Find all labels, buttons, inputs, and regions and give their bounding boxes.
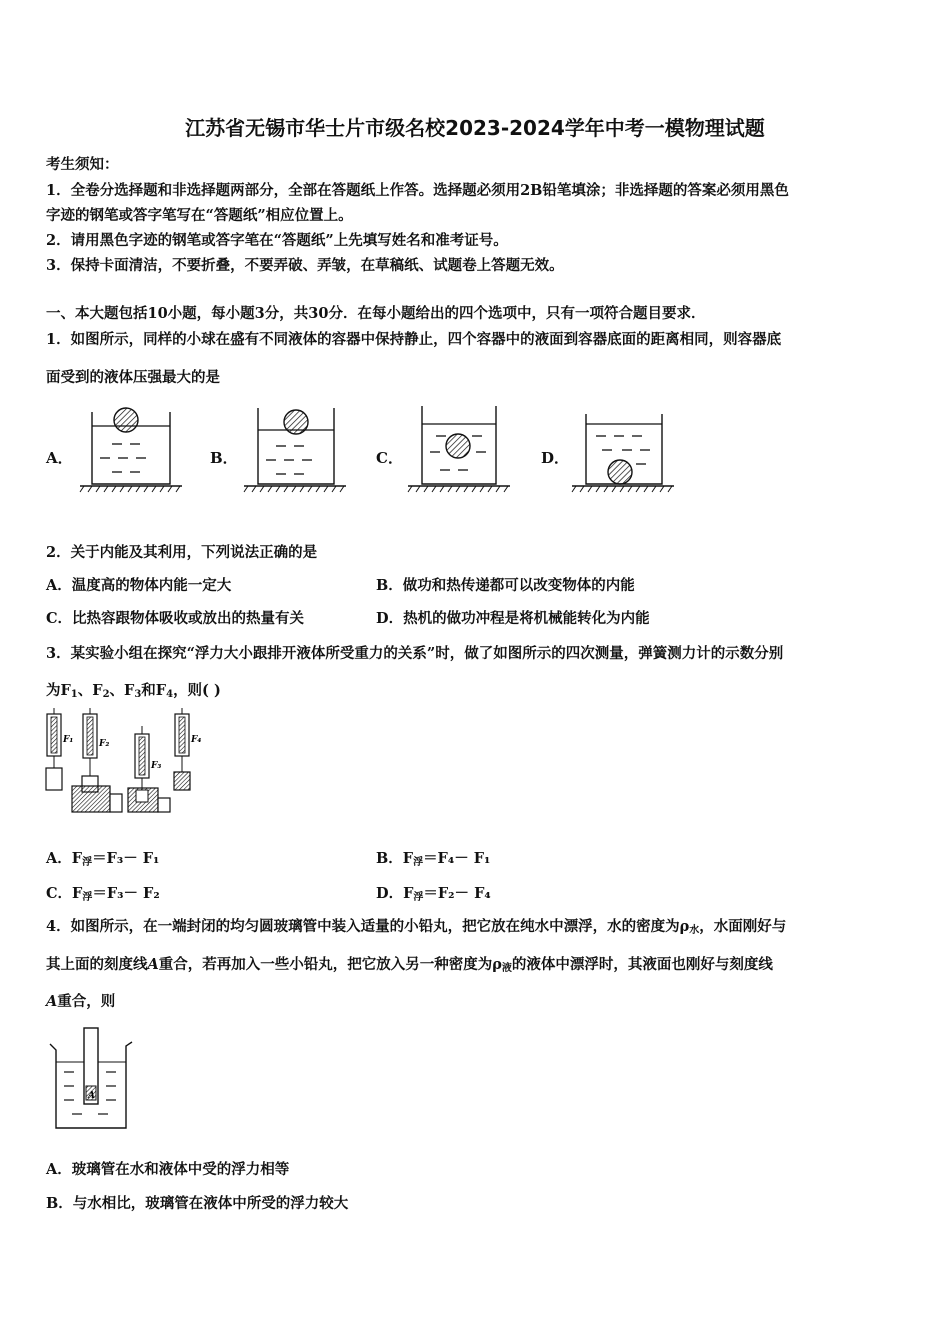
scale-label-f3: F₃ <box>151 761 162 771</box>
q1-option-d-label: D． <box>541 449 570 467</box>
scale-label-f1: F₁ <box>63 735 74 745</box>
question-1-stem-cont: 面受到的液体压强最大的是 <box>46 369 220 386</box>
q1-figure-d <box>570 400 676 496</box>
q4-beaker-figure <box>46 1026 138 1134</box>
spring-scale-1 <box>46 708 62 790</box>
scale-label-f2: F₂ <box>99 739 110 749</box>
notice-item: 1．全卷分选择题和非选择题两部分，全部在答题纸上作答。选择题必须用2B铅笔填涂；非选择题的答案必须用黑色 <box>46 182 789 199</box>
q2-option-d[interactable]: D．热机的做功冲程是将机械能转化为内能 <box>376 610 650 627</box>
notice-heading: 考生须知： <box>46 156 119 173</box>
q1-figure-a <box>78 400 184 496</box>
question-3-stem: 3．某实验小组在探究“浮力大小跟排开液体所受重力的关系”时，做了如图所示的四次测量，弹簧测力计的示数分别 <box>46 645 784 662</box>
q3-option-c[interactable]: C．$F_浮=F_3- F_2$ <box>46 885 160 903</box>
q1-option-a-label: A． <box>46 449 73 467</box>
q1-option-b-label: B． <box>210 449 238 467</box>
q2-option-c[interactable]: C．比热容跟物体吸收或放出的热量有关 <box>46 610 305 627</box>
q4-option-b[interactable]: B．与水相比，玻璃管在液体中所受的浮力较大 <box>46 1195 349 1212</box>
scale-mark-a: A <box>88 1091 95 1101</box>
notice-item: 3．保持卡面清洁，不要折叠，不要弄破、弄皱，在草稿纸、试题卷上答题无效。 <box>46 257 564 274</box>
notice-item: 字迹的钢笔或答字笔写在“答题纸”相应位置上。 <box>46 207 353 224</box>
page-title: 江苏省无锡市华士片市级名校2023-2024学年中考一模物理试题 <box>185 116 765 140</box>
question-4-stem: 4．如图所示，在一端封闭的均匀圆玻璃管中装入适量的小铅丸，把它放在纯水中漂浮，水的密度为$\rho_水$，水面刚好与 <box>46 918 787 936</box>
q3-spring-scale-figure <box>42 706 212 818</box>
q2-option-a[interactable]: A．温度高的物体内能一定大 <box>46 577 232 594</box>
spring-scale-2 <box>72 708 122 812</box>
q3-option-a[interactable]: A．$F_浮=F_3- F_1$ <box>46 850 160 868</box>
spring-scale-3 <box>128 726 170 812</box>
q3-option-b[interactable]: B．$F_浮=F_4- F_1$ <box>376 850 491 868</box>
question-1-stem: 1．如图所示，同样的小球在盛有不同液体的容器中保持静止，四个容器中的液面到容器底面的距离相同，则容器底 <box>46 331 782 348</box>
q4-option-a[interactable]: A．玻璃管在水和液体中受的浮力相等 <box>46 1161 290 1178</box>
notice-item: 2．请用黑色字迹的钢笔或答字笔在“答题纸”上先填写姓名和准考证号。 <box>46 232 508 249</box>
q3-option-d[interactable]: D．$F_浮=F_2- F_4$ <box>376 885 491 903</box>
question-2-stem: 2．关于内能及其利用，下列说法正确的是 <box>46 544 318 561</box>
question-4-stem-cont: 其上面的刻度线A重合，若再加入一些小铅丸，把它放入另一种密度为$\rho_液$的液体中漂浮时，其液面也刚好与刻度线 <box>46 956 773 974</box>
q2-option-b[interactable]: B．做功和热传递都可以改变物体的内能 <box>376 577 635 594</box>
question-3-stem-cont: 为$F_1$、$F_2$、$F_3$和$F_4$，则( ) <box>46 682 221 700</box>
q1-figure-b <box>242 400 348 496</box>
question-4-stem-cont2: A重合，则 <box>46 993 116 1010</box>
spring-scale-4 <box>174 708 190 790</box>
section-heading: 一、本大题包括10小题，每小题3分，共30分．在每小题给出的四个选项中，只有一项符合题目要求． <box>46 305 706 322</box>
q1-figure-c <box>406 400 512 496</box>
scale-label-f4: F₄ <box>191 735 202 745</box>
q1-option-c-label: C． <box>376 449 403 467</box>
